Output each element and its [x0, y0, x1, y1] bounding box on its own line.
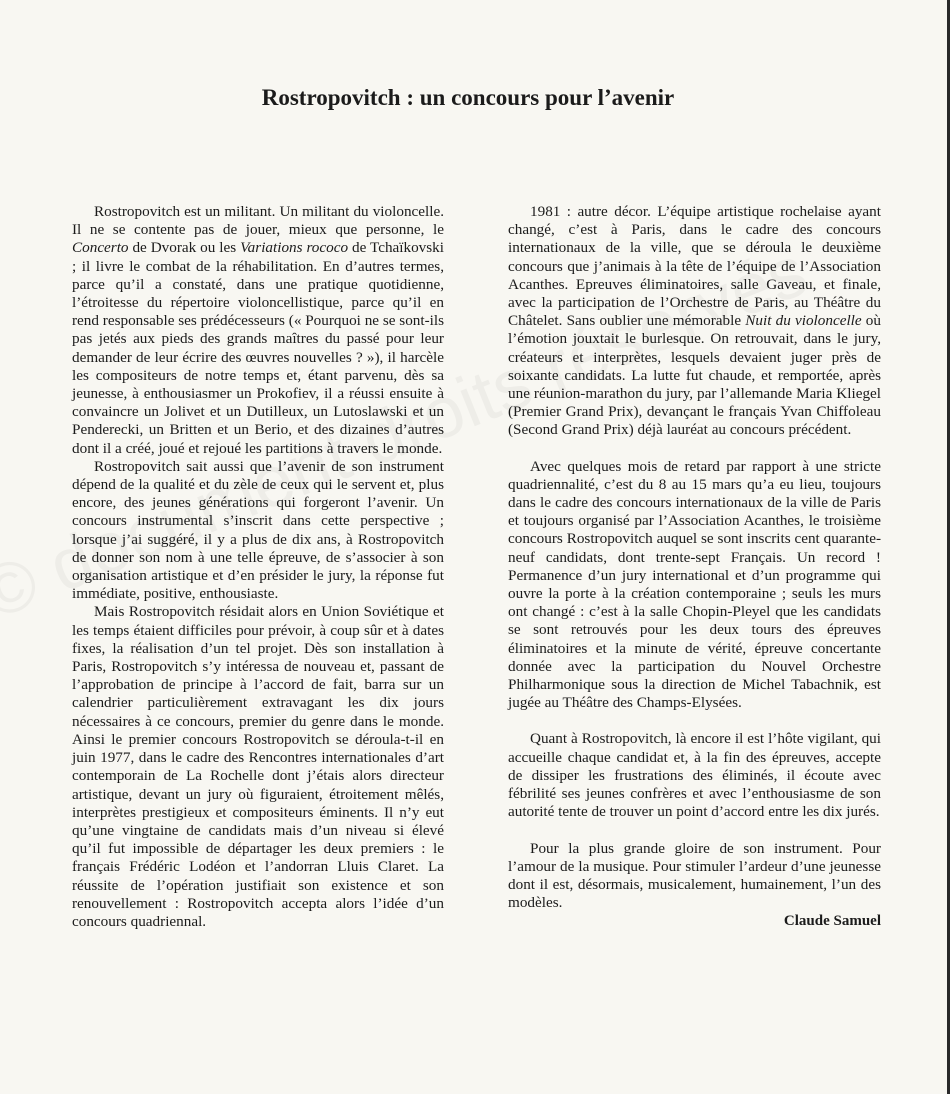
page-title: Rostropovitch : un concours pour l’avenir [261, 85, 675, 111]
text-run: Rostropovitch est un militant. Un militant du violoncelle. Il ne se contente pas de jouer, mieux que personne, le [72, 203, 444, 239]
paragraph: Rostropovitch sait aussi que l’avenir de son instrument dépend de la qualité et du zèle de ceux qui le servent et, plus encore, des jeunes générations qui forgeront l’avenir. Un concours instrumental s’inscrit dans cette perspective ; lorsque j’ai suggéré, il y a plus de dix ans, à Rostropovitch de donner son nom à une telle épreuve, de s’associer à son organisation artistique et d’en présider le jury, la réponse fut immédiate, positive, enthousiaste. [72, 457, 444, 603]
text-run: de Tchaïkovski ; il livre le combat de la réhabilitation. En d’autres termes, parce qu’il a constaté, dans une pratique quotidienne, l’étroitesse du répertoire violoncellistique, parce qu’il en rend responsable ses prédécesseurs (« Pourquoi ne se sont-ils pas jetés aux pieds des grands maîtres du passé pour leur demander de leur écrire des œuvres nouvelles ? »), il harcèle les compositeurs de notre temps et, étant parvenu, dès sa jeunesse, à enthousiasmer un Prokofiev, il a réussi ensuite à convaincre un Jolivet et un Dutilleux, un Lutoslawski et un Penderecki, un Britten et un Berio, et des dizaines d’autres dont il a créé, joué et rejoué les partitions à travers le monde. [72, 239, 445, 457]
paragraph-gap [508, 822, 881, 840]
text-run: 1981 : autre décor. L’équipe artistique rochelaise ayant changé, c’est à Paris, dans le cadre des concours internationaux de la ville, que se déroula le deuxième concours que j’animais à la tête de l’équipe de l’Association Acanthes. Epreuves éliminatoires, salle Gaveau, et finale, avec la participation de l’Orchestre de Paris, au Théâtre du Châtelet. Sans oublier une mémorable [508, 203, 881, 330]
paragraph-gap [508, 440, 881, 458]
italic-title: Nuit du violoncelle [745, 312, 862, 330]
author-signature: Claude Samuel [783, 913, 881, 930]
text-run: où l’émotion jouxtait le burlesque. On retrouvait, dans le jury, créateurs et interprètes, lesquels devaient juger près de soixante candidats. La lutte fut chaude, et remportée, après une réunion-marathon du jury, par l’allemande Maria Kliegel (Premier Grand Prix), devançant le français Yvan Chiffoleau (Second Grand Prix) déjà lauréat au concours précédent. [508, 312, 881, 439]
left-column [72, 203, 444, 931]
paragraph [508, 203, 881, 440]
paragraph-gap [508, 712, 881, 730]
paragraph: Quant à Rostropovitch, là encore il est l’hôte vigilant, qui accueille chaque candidat et, à la fin des épreuves, accepte de dissiper les frustrations des éliminés, il écoute avec fébrilité ses jeunes confrères et avec l’enthousiasme de son autorité tente de trouver un point d’accord entre les dix jurés. [508, 730, 881, 821]
paragraph: Mais Rostropovitch résidait alors en Union Soviétique et les temps étaient difficiles pour prévoir, à coup sûr et à dates fixes, la réalisation d’un tel projet. Dès son installation à Paris, Rostropovitch s’y intéressa de nouveau et, passant de l’approbation de principe à l’accord de fait, barra sur un calendrier particulièrement extravagant les dix jours nécessaires à ce concours, premier du genre dans le monde. Ainsi le premier concours Rostropovitch se déroula-t-il en juin 1977, dans le cadre des Rencontres internationales d’art contemporain de La Rochelle dont j’étais alors directeur artistique, devant un jury où figuraient, étroitement mêlés, interprètes prestigieux et compositeurs éminents. Il n’y eut qu’une vingtaine de candidats mais d’un niveau si élevé qu’il fut impossible de départager les deux premiers : le français Frédéric Lodéon et l’andorran Lluis Claret. La réussite de l’opération justifiait son existence et son renouvellement : Rostropovitch accepta alors l’idée d’un concours quadriennal. [72, 603, 444, 930]
italic-title: Concerto [72, 239, 129, 257]
paragraph: Pour la plus grande gloire de son instrument. Pour l’amour de la musique. Pour stimuler l’ardeur d’une jeunesse dont il est, désormais, musicalement, humainement, l’un des modèles. [508, 839, 881, 912]
text-run: de Dvorak ou les [128, 239, 241, 257]
italic-title: Variations rococo [240, 239, 349, 257]
paragraph: Avec quelques mois de retard par rapport à une stricte quadriennalité, c’est du 8 au 15 mars qu’a eu lieu, toujours dans le cadre des concours internationaux de la ville de Paris et toujours organisé par l’Association Acanthes, le troisième concours Rostropovitch auquel se sont inscrits cent quarante-neuf candidats, dont trente-sept Français. Un record ! Permanence d’un jury international et d’un programme qui ouvre la porte à la création contemporaine ; seuls les murs ont changé : c’est à la salle Chopin-Pleyel que les candidats se sont retrouvés pour les deux tours des épreuves éliminatoires et la minute de vérité, épreuve concertante donnée avec la participation du Nouvel Orchestre Philharmonique sous la direction de Michel Tabachnik, est jugée au Théâtre des Champs-Elysées. [508, 457, 881, 712]
right-column [508, 203, 881, 931]
paragraph [72, 203, 444, 458]
